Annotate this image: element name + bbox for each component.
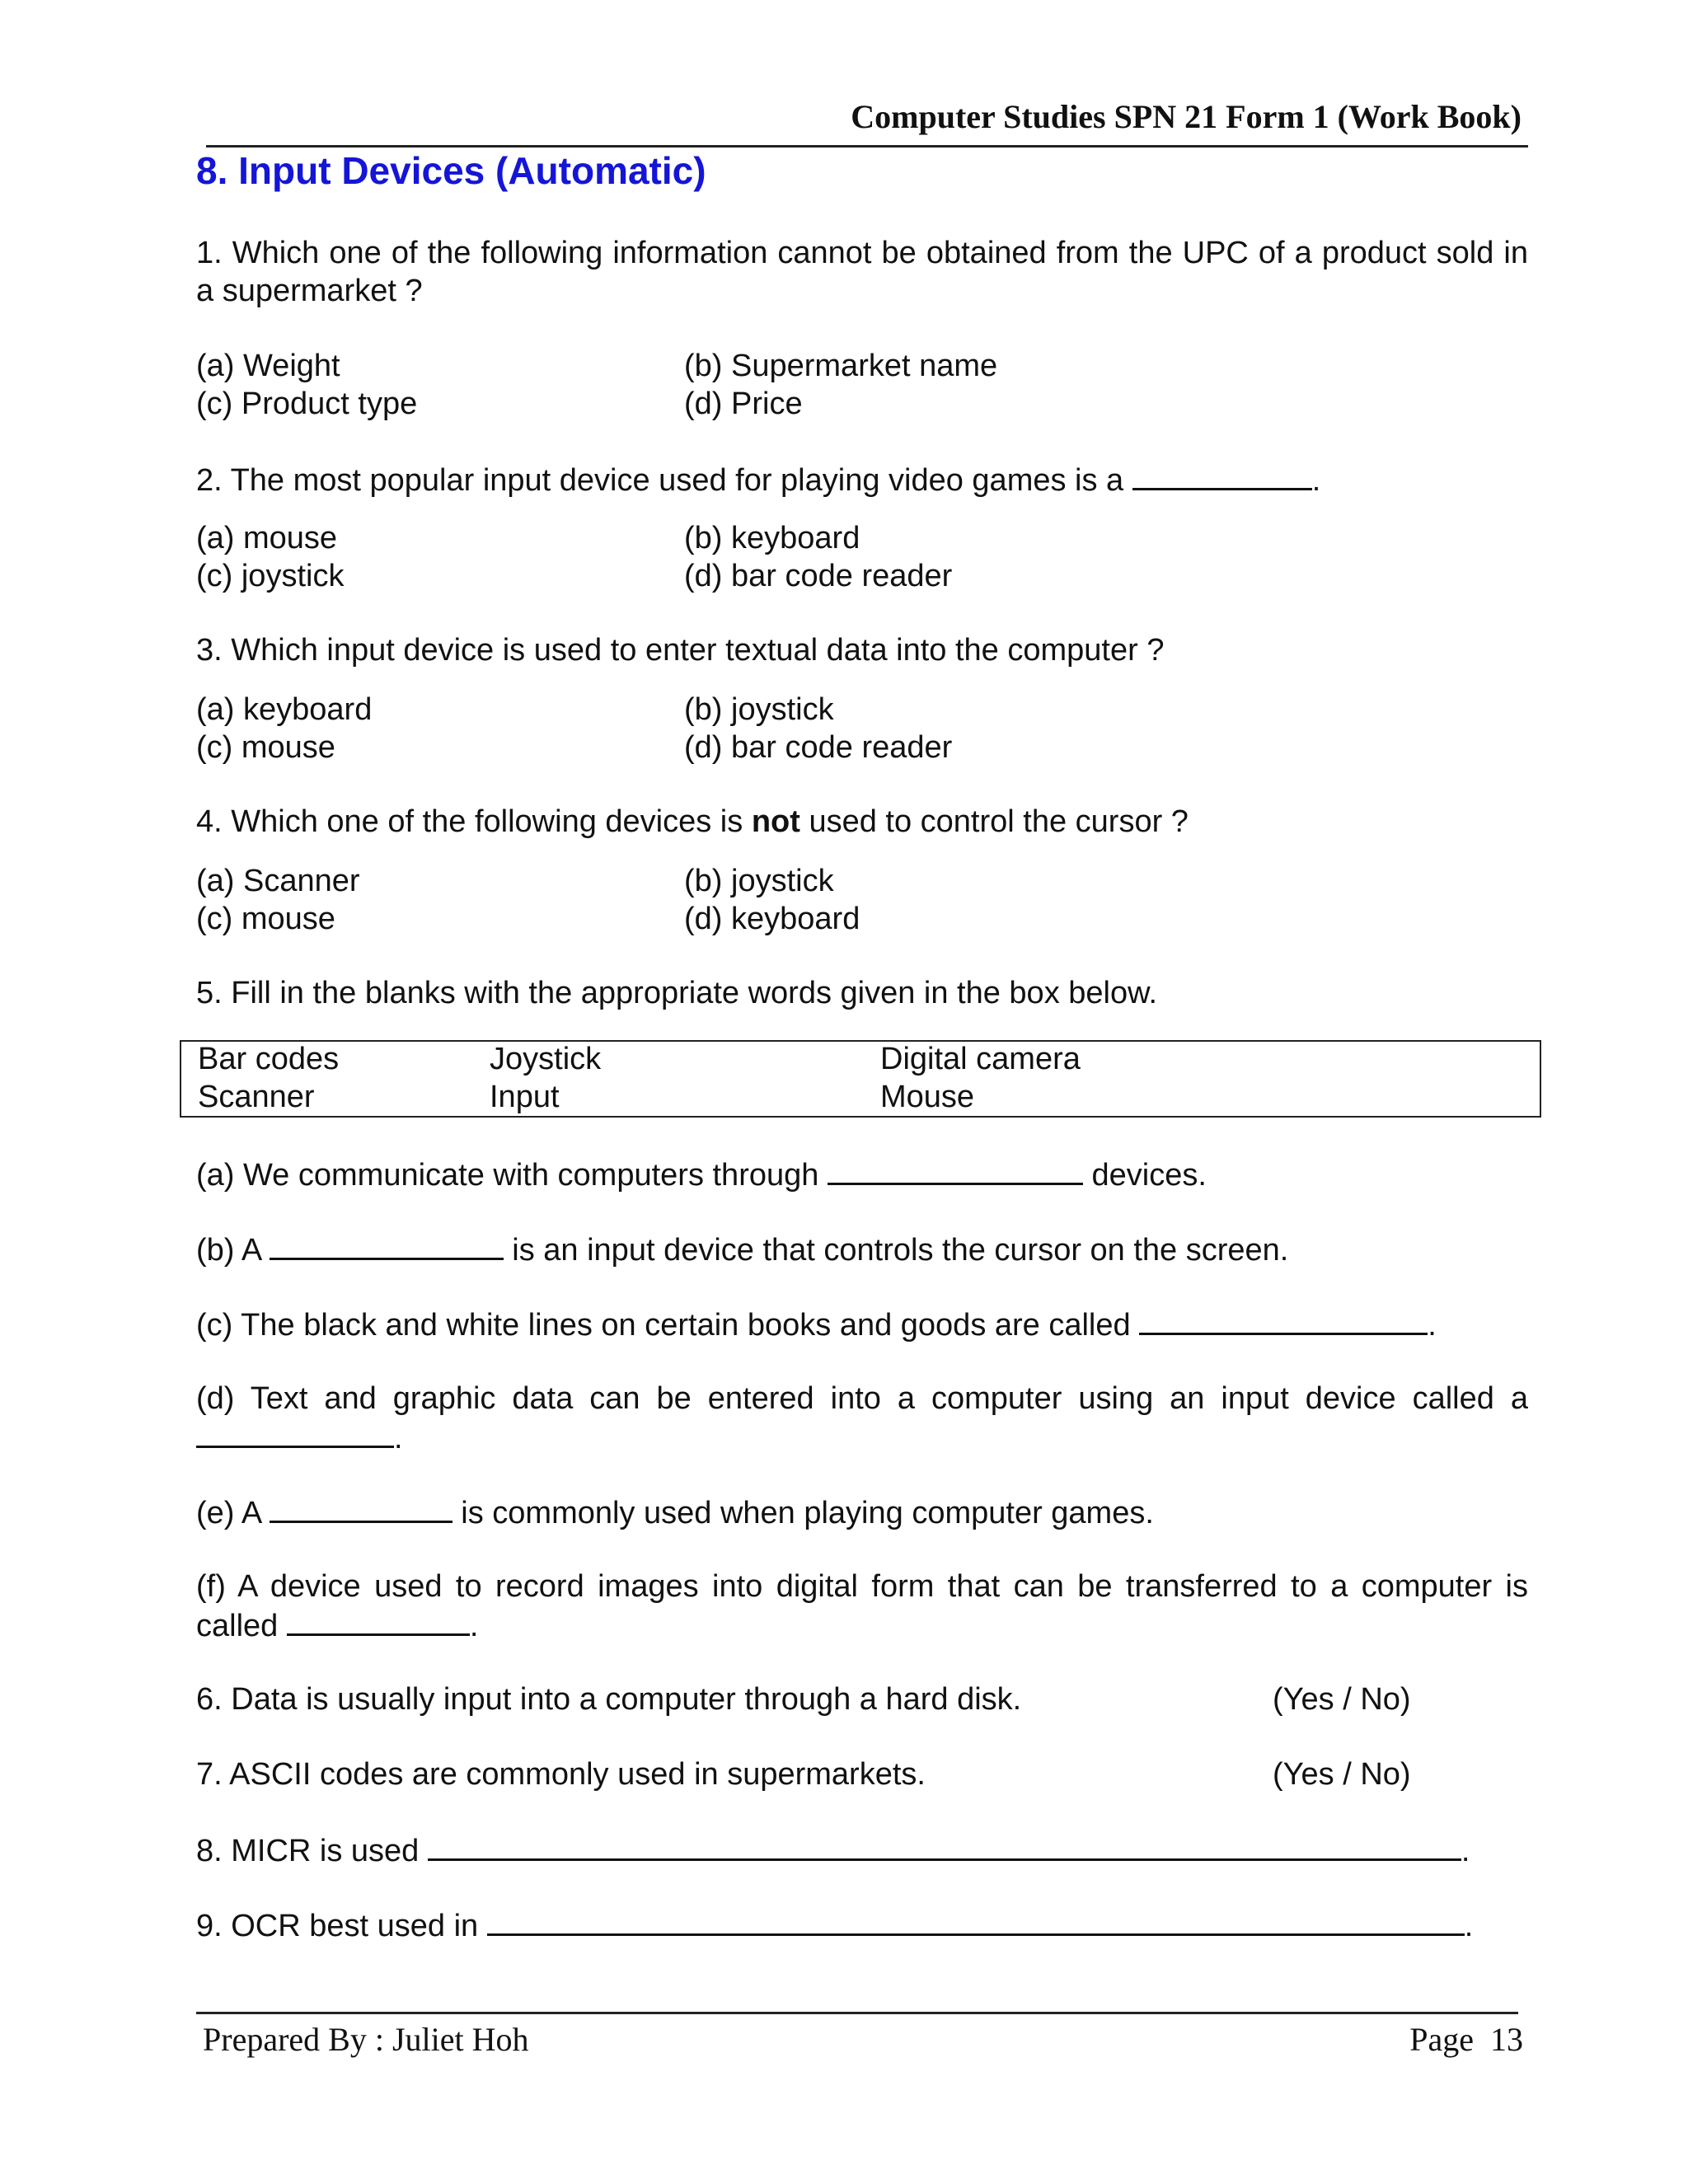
fill-item-f-text: (f) A device used to record images into digital form that can be transferred to a computer is called (196, 1569, 1528, 1643)
word-box (180, 1040, 1541, 1118)
question-5-text: 5. Fill in the blanks with the appropriate words given in the box below. (196, 976, 1157, 1010)
question-2-option-d: (d) bar code reader (684, 559, 953, 593)
question-8-blank (428, 1830, 1461, 1861)
question-3-option-c: (c) mouse (196, 730, 335, 765)
question-2-option-a: (a) mouse (196, 521, 338, 555)
question-6-choice: (Yes / No) (1273, 1682, 1411, 1717)
question-1-option-a: (a) Weight (196, 349, 340, 383)
question-1-option-c: (c) Product type (196, 387, 418, 421)
question-4-line (196, 803, 1189, 841)
fill-item-b-text: (b) A (196, 1233, 261, 1268)
word-box-item: Scanner (198, 1080, 315, 1114)
fill-item-e-after: is commonly used when playing computer games. (461, 1496, 1154, 1530)
question-4-option-c: (c) mouse (196, 902, 335, 936)
question-8-line (196, 1830, 1470, 1870)
question-9-line (196, 1905, 1473, 1945)
question-4-option-b: (b) joystick (684, 864, 834, 898)
question-4-text-before: 4. Which one of the following devices is (196, 804, 743, 839)
question-2-option-b: (b) keyboard (684, 521, 860, 555)
fill-item-b-blank (270, 1230, 504, 1260)
word-box-item: Joystick (490, 1042, 602, 1076)
fill-item-c (196, 1305, 1437, 1344)
question-4-text-bold: not (751, 804, 800, 839)
question-3-option-b: (b) joystick (684, 692, 834, 727)
fill-item-f-blank (287, 1605, 470, 1636)
fill-item-d-blank (196, 1418, 394, 1448)
header-rule (206, 145, 1528, 148)
question-1-text: 1. Which one of the following information cannot be obtained from the UPC of a product sold in a supermarket ? (196, 236, 1528, 308)
question-4-option-a: (a) Scanner (196, 864, 360, 898)
question-9-after: . (1464, 1909, 1474, 1943)
question-8-text: 8. MICR is used (196, 1834, 420, 1868)
question-1-option-d: (d) Price (684, 387, 803, 421)
fill-item-a (196, 1155, 1207, 1194)
question-7-text: 7. ASCII codes are commonly used in supermarkets. (196, 1757, 926, 1792)
word-box-item: Mouse (880, 1080, 975, 1114)
question-3-option-a: (a) keyboard (196, 692, 373, 727)
question-2-text: 2. The most popular input device used for playing video games is a (196, 463, 1124, 498)
question-3-option-d: (d) bar code reader (684, 730, 953, 765)
fill-item-e-blank (270, 1493, 452, 1523)
question-4-option-d: (d) keyboard (684, 902, 860, 936)
question-1-option-b: (b) Supermarket name (684, 349, 998, 383)
fill-item-b-after: is an input device that controls the cursor on the screen. (512, 1233, 1289, 1268)
fill-item-f-after: . (469, 1609, 479, 1643)
fill-item-b (196, 1230, 1288, 1269)
question-2-line: 2. The most popular input device used for playing video games is a . (196, 460, 1320, 499)
fill-item-e (196, 1493, 1154, 1532)
fill-item-a-text: (a) We communicate with computers through (196, 1158, 819, 1193)
question-9-text: 9. OCR best used in (196, 1909, 479, 1943)
fill-item-f (196, 1568, 1528, 1645)
fill-item-a-blank (828, 1155, 1083, 1185)
header-title: Computer Studies SPN 21 Form 1 (Work Book) (851, 98, 1522, 135)
question-4-text-after: used to control the cursor ? (809, 804, 1189, 839)
fill-item-c-blank (1139, 1305, 1428, 1335)
question-7-choice: (Yes / No) (1273, 1757, 1411, 1792)
chapter-title: 8. Input Devices (Automatic) (196, 149, 706, 192)
fill-item-a-after: devices. (1091, 1158, 1207, 1193)
word-box-item: Bar codes (198, 1042, 340, 1076)
question-2-option-c: (c) joystick (196, 559, 345, 593)
footer-author: Prepared By : Juliet Hoh (203, 2021, 529, 2058)
fill-item-d (196, 1380, 1528, 1457)
fill-item-d-text: (d) Text and graphic data can be entered into a computer using an input device called a (196, 1381, 1528, 1416)
fill-item-d-after: . (394, 1421, 403, 1455)
question-6-text: 6. Data is usually input into a computer through a hard disk. (196, 1682, 1022, 1717)
fill-item-c-after: . (1428, 1308, 1437, 1343)
question-2-blank (1132, 460, 1312, 490)
fill-item-e-text: (e) A (196, 1496, 261, 1530)
word-box-item: Digital camera (880, 1042, 1081, 1076)
question-8-after: . (1461, 1834, 1470, 1868)
question-3-text: 3. Which input device is used to enter textual data into the computer ? (196, 633, 1165, 668)
question-9-blank (487, 1905, 1465, 1936)
footer-rule (196, 2012, 1518, 2014)
fill-item-c-text: (c) The black and white lines on certain books and goods are called (196, 1308, 1131, 1343)
word-box-item: Input (490, 1080, 560, 1114)
footer-page-number: Page 13 (1409, 2021, 1523, 2058)
